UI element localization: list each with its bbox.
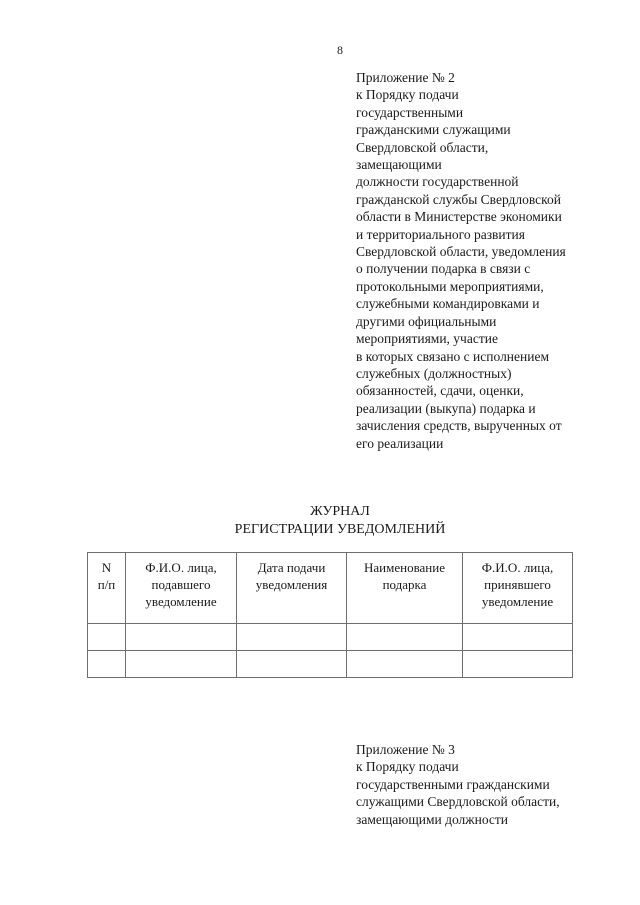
appendix-line: государственными	[356, 104, 464, 120]
table-cell	[237, 651, 347, 678]
appendix-line: гражданскими служащими	[356, 122, 511, 138]
appendix-line: протокольными мероприятиями,	[356, 278, 544, 294]
appendix-line: гражданской службы Свердловской	[356, 191, 562, 207]
column-header-submitter-name: Ф.И.О. лица, подавшего уведомление	[126, 553, 237, 624]
table-cell	[126, 624, 237, 651]
appendix-line: государственными гражданскими	[356, 776, 550, 792]
appendix-2-header	[356, 69, 566, 452]
appendix-line: служебными командировками и	[356, 296, 540, 312]
appendix-line: обязанностей, сдачи, оценки,	[356, 383, 524, 399]
table-header-row	[88, 553, 573, 624]
journal-title-main: ЖУРНАЛ	[310, 504, 370, 519]
table-cell	[463, 651, 573, 678]
appendix-line: и территориального развития	[356, 226, 525, 242]
appendix-line: мероприятиями, участие	[356, 331, 498, 347]
appendix-line: Свердловской области, уведомления	[356, 244, 566, 260]
registration-table	[87, 552, 573, 678]
appendix-line: области в Министерстве экономики	[356, 209, 562, 225]
appendix-3-header	[356, 741, 560, 828]
page-number: 8	[337, 43, 343, 57]
appendix-line: Приложение № 3	[356, 742, 455, 757]
column-header-number: N п/п	[88, 553, 126, 624]
table-cell	[347, 651, 463, 678]
column-header-receiver-name: Ф.И.О. лица, принявшего уведомление	[463, 553, 573, 624]
appendix-line: о получении подарка в связи с	[356, 261, 531, 277]
appendix-line: служащими Свердловской области,	[356, 794, 560, 810]
table-cell	[88, 651, 126, 678]
column-header-submission-date: Дата подачи уведомления	[237, 553, 347, 624]
appendix-line: замещающими	[356, 157, 442, 173]
appendix-line: реализации (выкупа) подарка и	[356, 400, 536, 416]
table-row	[88, 624, 573, 651]
table-cell	[126, 651, 237, 678]
appendix-line: Свердловской области,	[356, 139, 489, 155]
appendix-line: в которых связано с исполнением	[356, 348, 550, 364]
appendix-line: другими официальными	[356, 313, 497, 329]
appendix-line: его реализации	[356, 435, 444, 451]
journal-title-sub: РЕГИСТРАЦИИ УВЕДОМЛЕНИЙ	[234, 522, 446, 537]
appendix-line: должности государственной	[356, 174, 519, 190]
journal-title	[60, 503, 620, 539]
column-header-gift-name: Наименование подарка	[347, 553, 463, 624]
appendix-line: Приложение № 2	[356, 70, 455, 85]
appendix-line: к Порядку подачи	[356, 87, 459, 103]
appendix-line: зачисления средств, вырученных от	[356, 418, 562, 434]
table-row	[88, 651, 573, 678]
appendix-line: служебных (должностных)	[356, 365, 512, 381]
table-cell	[237, 624, 347, 651]
appendix-line: замещающими должности	[356, 811, 509, 827]
table-cell	[88, 624, 126, 651]
appendix-line: к Порядку подачи	[356, 759, 459, 775]
table-cell	[463, 624, 573, 651]
table-cell	[347, 624, 463, 651]
